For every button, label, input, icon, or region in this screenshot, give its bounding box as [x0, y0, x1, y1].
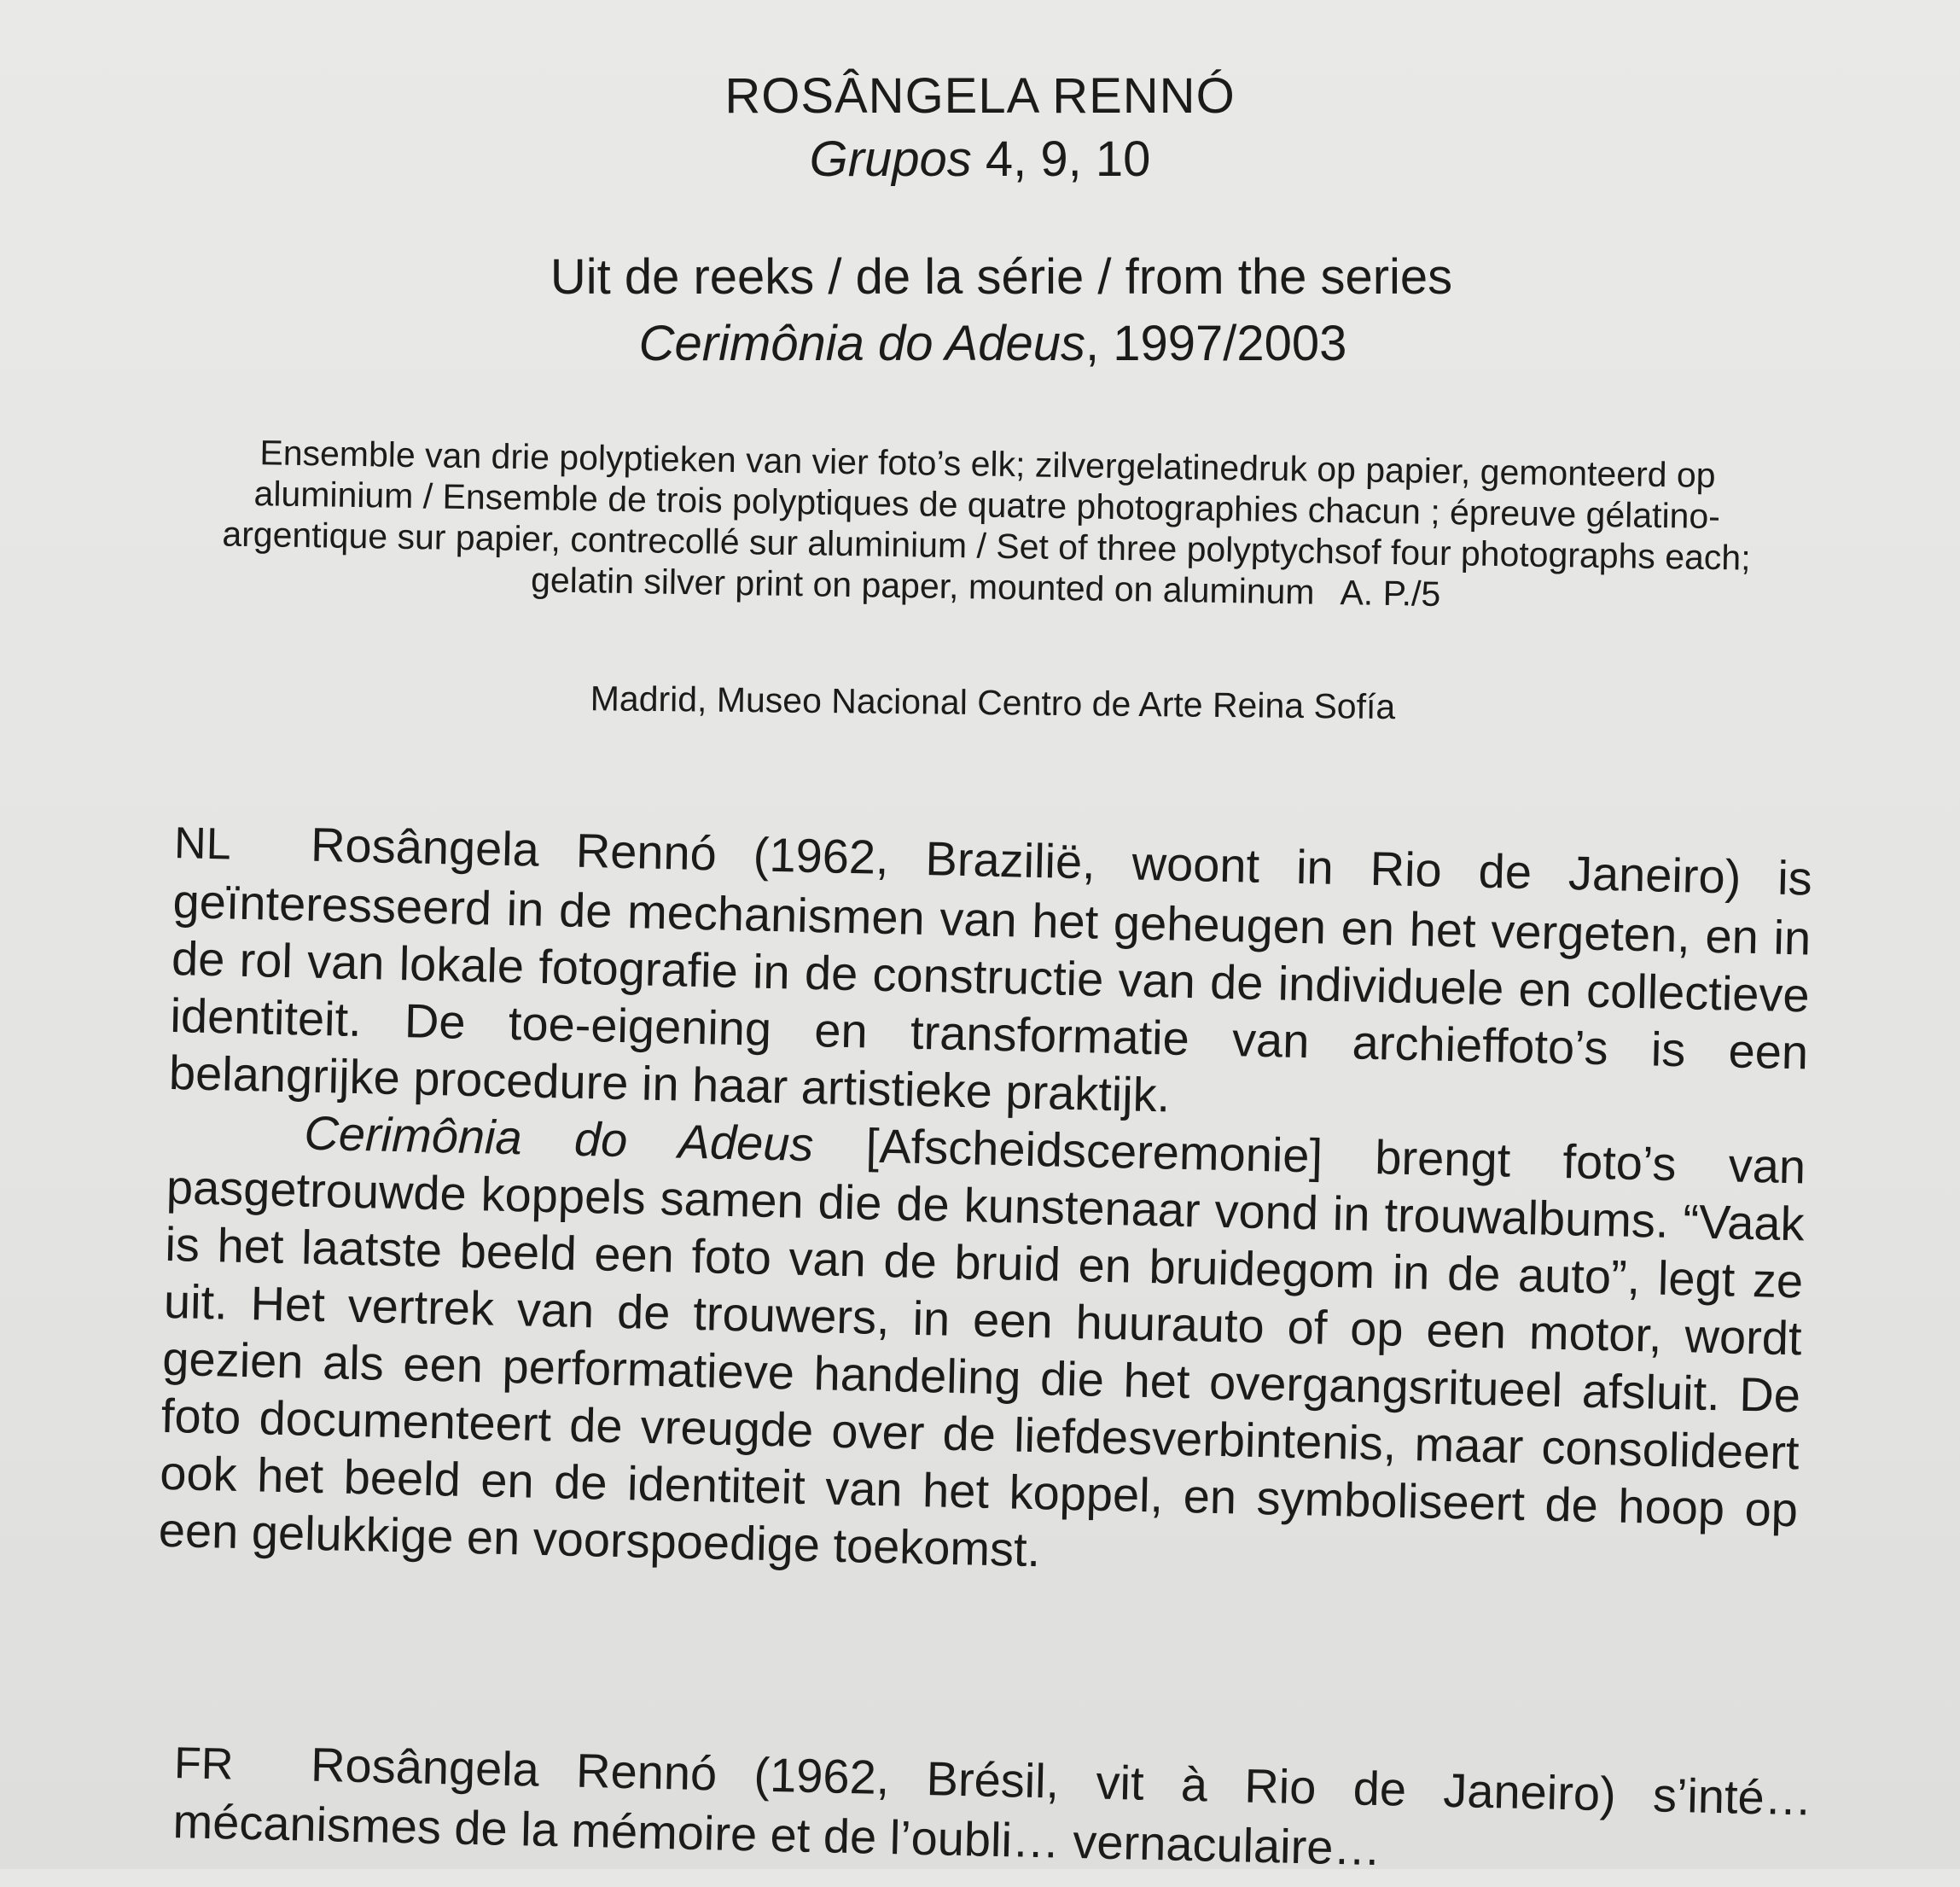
- nl-paragraph-2: [158, 1101, 1806, 1595]
- nl-paragraph-2-italic: Cerimônia do Adeus: [303, 1105, 815, 1172]
- text-block-fr: [172, 1733, 1813, 1887]
- fr-paragraph-1-text: Rosângela Rennó (1962, Brésil, vit à Rio de Janeiro) s’inté… mécanismes de la mémoire et de l’oubli… vernaculaire…: [172, 1737, 1813, 1876]
- fr-paragraph-1: [172, 1733, 1813, 1887]
- artist-name: ROSÂNGELA RENNÓ: [724, 68, 1236, 124]
- work-title-numbers: 4, 9, 10: [971, 131, 1151, 187]
- text-block-nl: [158, 812, 1812, 1595]
- nl-paragraph-1-text: Rosângela Rennó (1962, Brazilië, woont in Rio de Janeiro) is geïnteresseerd in de mechanismen van het geheugen en het vergeten, en in de rol van lokale fotografie in de constructie van de individuele en collectieve identiteit. De toe-eigening en transformatie van archieffoto’s is een belangrijke procedure in haar artistieke praktijk.: [168, 817, 1813, 1122]
- technique-text: Ensemble van drie polyptieken van vier foto’s elk; zilvergelatinedruk op papier, gemonteerd op aluminium / Ensemble de trois polyptiques de quatre photographies chacun ; épreuve gélatino-argentique sur papier, contrecollé sur aluminium / Set of three polyptychsof four photographs each; gelatin silver print on paper, mounted on aluminum: [222, 433, 1751, 612]
- collection-credit: Madrid, Museo Nacional Centro de Arte Reina Sofía: [590, 679, 1396, 727]
- series-label: Uit de reeks / de la série / from the series: [550, 249, 1453, 305]
- series-title: [0, 314, 1960, 374]
- series-title-italic: Cerimônia do Adeus: [638, 316, 1085, 371]
- language-code-fr: FR: [173, 1738, 235, 1790]
- technique-description: [192, 431, 1782, 620]
- edition-number: A. P./5: [1340, 573, 1441, 614]
- work-title: [0, 130, 1960, 189]
- series-title-years: , 1997/2003: [1085, 316, 1347, 371]
- paragraph-indent: [167, 1146, 304, 1150]
- language-code-nl: NL: [173, 818, 232, 870]
- nl-paragraph-1: [168, 812, 1812, 1138]
- work-title-italic: Grupos: [809, 131, 972, 187]
- nl-paragraph-2-text: [Afscheidsceremonie] brengt foto’s van pasgetrouwde koppels samen die de kunstenaar vond in trouwalbums. “Vaak is het laatste beeld een foto van de bruid en bruidegom in de auto”, legt ze uit. Het vertrek van de trouwers, in een huurauto of op een motor, wordt gezien als een performatieve handeling die het overgangsritueel afsluit. De foto documenteert de vreugde over de liefdesverbintenis, maar consolideert ook het beeld en de identiteit van het koppel, en symboliseert de hoop op een gelukkige en voorspoedige toekomst.: [158, 1117, 1806, 1577]
